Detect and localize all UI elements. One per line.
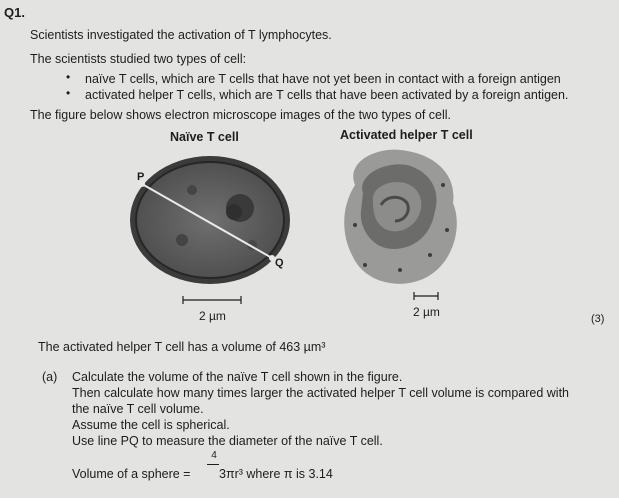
studied-text: The scientists studied two types of cell: <box>30 52 247 66</box>
formula-rest: 3πr³ where π is 3.14 <box>219 467 333 481</box>
point-p-label: P <box>137 171 145 183</box>
bullet-dot-icon: • <box>66 86 71 100</box>
activated-cell-label: Activated helper T cell <box>340 128 473 142</box>
bullet-dot-icon: • <box>66 70 71 84</box>
activated-scale-bar <box>413 292 439 300</box>
part-a-line-3: the naïve T cell volume. <box>72 402 204 416</box>
figure-intro: The figure below shows electron microscope images of the two types of cell. <box>30 108 452 122</box>
part-a-label: (a) <box>42 370 58 384</box>
question-number: Q1. <box>4 5 25 20</box>
naive-scale-bar <box>182 296 242 304</box>
activated-t-cell-image <box>335 145 465 290</box>
bullet-activated: activated helper T cells, which are T cells that have been activated by a foreign antigen. <box>85 88 569 102</box>
formula-numerator: 4 <box>211 450 217 461</box>
intro-text: Scientists investigated the activation of T lymphocytes. <box>30 28 332 42</box>
part-a-line-1: Calculate the volume of the naïve T cell shown in the figure. <box>72 370 403 384</box>
naive-scale-label: 2 µm <box>199 309 226 323</box>
fraction-bar <box>207 464 219 465</box>
part-a-line-5: Use line PQ to measure the diameter of the naïve T cell. <box>72 434 383 448</box>
bullet-naive: naïve T cells, which are T cells that have not yet been in contact with a foreign antigen <box>85 72 561 86</box>
point-q-label: Q <box>275 257 284 269</box>
volume-statement: The activated helper T cell has a volume of 463 µm³ <box>38 340 326 354</box>
naive-cell-label: Naïve T cell <box>170 130 239 144</box>
formula-label: Volume of a sphere = <box>72 467 191 481</box>
marks-indicator: (3) <box>591 313 605 325</box>
part-a-line-4: Assume the cell is spherical. <box>72 418 230 432</box>
activated-scale-label: 2 µm <box>413 305 440 319</box>
part-a-line-2: Then calculate how many times larger the activated helper T cell volume is compared with <box>72 386 569 400</box>
